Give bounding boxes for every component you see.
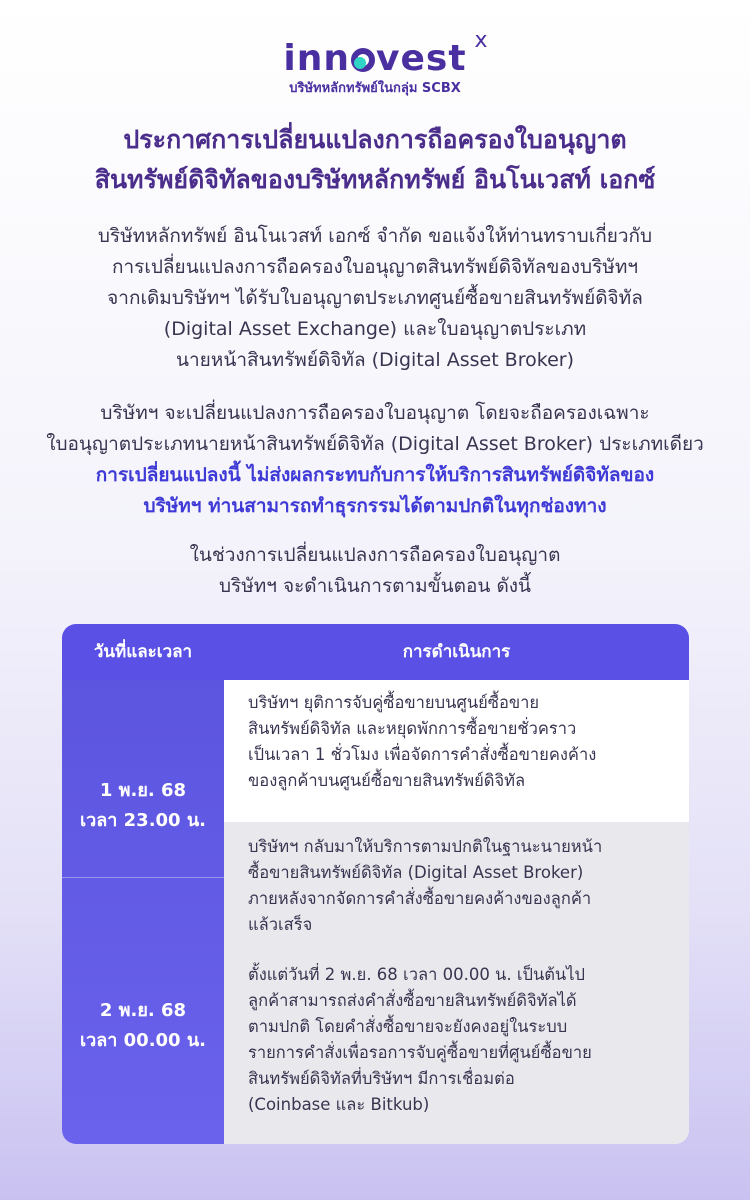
paragraph-line: นายหน้าสินทรัพย์ดิจิทัล (Digital Asset Broker)	[176, 349, 574, 371]
highlight-line: บริษัทฯ ท่านสามารถทำธุรกรรมได้ตามปกติในทุกช่องทาง	[143, 495, 607, 517]
schedule-table	[62, 624, 689, 1144]
date-line: 1 พ.ย. 68	[99, 780, 187, 801]
action-line: บริษัทฯ กลับมาให้บริการตามปกติในฐานะนายหน้า	[248, 837, 603, 856]
action-line: ตามปกติ โดยคำสั่งซื้อขายจะยังคงอยู่ในระบบ	[248, 1017, 568, 1036]
paragraph-line: (Digital Asset Exchange) และใบอนุญาตประเภท	[163, 318, 587, 340]
header-date-time: วันที่และเวลา	[93, 642, 193, 662]
wordmark-suffix: x	[474, 28, 489, 53]
action-line: ตั้งแต่วันที่ 2 พ.ย. 68 เวลา 00.00 น. เป็นต้นไป	[248, 965, 585, 984]
action-line: (Coinbase และ Bitkub)	[248, 1095, 430, 1114]
brand-wordmark	[283, 28, 489, 79]
header-action: การดำเนินการ	[402, 642, 511, 662]
row1-action-text	[248, 690, 678, 794]
paragraph-line: การเปลี่ยนแปลงการถือครองใบอนุญาตสินทรัพย์ดิจิทัลของบริษัทฯ	[111, 256, 639, 278]
action-line: บริษัทฯ ยุติการจับคู่ซื้อขายบนศูนย์ซื้อขาย	[248, 693, 540, 712]
action-line: สินทรัพย์ดิจิทัลที่บริษัทฯ มีการเชื่อมต่อ	[248, 1069, 515, 1088]
row2-action-text	[248, 834, 678, 938]
date-column	[62, 680, 224, 1144]
brand-logo	[0, 28, 750, 98]
paragraph-line: บริษัทฯ จะเปลี่ยนแปลงการถือครองใบอนุญาต โดยจะถือครองเฉพาะ	[100, 402, 650, 424]
table-header	[62, 624, 689, 680]
action-line: สินทรัพย์ดิจิทัล และหยุดพักการซื้อขายชั่วคราว	[248, 719, 577, 738]
wordmark-post: vest	[376, 38, 467, 79]
paragraph-line: บริษัทหลักทรัพย์ อินโนเวสท์ เอกซ์ จำกัด ขอแจ้งให้ท่านทราบเกี่ยวกับ	[97, 225, 653, 247]
highlight-line: การเปลี่ยนแปลงนี้ ไม่ส่งผลกระทบกับการให้บริการสินทรัพย์ดิจิทัลของ	[95, 464, 655, 486]
paragraph-line: ใบอนุญาตประเภทนายหน้าสินทรัพย์ดิจิทัล (Digital Asset Broker) ประเภทเดียว	[46, 433, 704, 455]
row1-date	[62, 776, 224, 836]
action-line: ของลูกค้าบนศูนย์ซื้อขายสินทรัพย์ดิจิทัล	[248, 771, 526, 790]
time-line: เวลา 23.00 น.	[79, 810, 206, 831]
paragraph-line: บริษัทฯ จะดำเนินการตามขั้นตอน ดังนี้	[218, 575, 532, 597]
action-line: รายการคำสั่งเพื่อรอการจับคู่ซื้อขายที่ศูนย์ซื้อขาย	[248, 1043, 592, 1062]
title-line: สินทรัพย์ดิจิทัลของบริษัทหลักทรัพย์ อินโนเวสท์ เอกซ์	[94, 165, 656, 194]
action-line: แล้วเสร็จ	[248, 915, 313, 934]
title-line: ประกาศการเปลี่ยนแปลงการถือครองใบอนุญาต	[123, 125, 627, 154]
action-line: ซื้อขายสินทรัพย์ดิจิทัล (Digital Asset Broker)	[248, 863, 584, 882]
logo-circle-icon	[351, 48, 375, 72]
date-line: 2 พ.ย. 68	[99, 1000, 187, 1021]
row1-action-cell	[224, 680, 689, 822]
row2-date	[62, 996, 224, 1056]
steps-intro-paragraph	[0, 540, 750, 602]
brand-subtitle: บริษัทหลักทรัพย์ในกลุ่ม SCBX	[289, 81, 461, 96]
license-change-paragraph	[0, 398, 750, 522]
action-line: ลูกค้าสามารถส่งคำสั่งซื้อขายสินทรัพย์ดิจิทัลได้	[248, 991, 577, 1010]
row-divider	[62, 877, 224, 878]
action-line: ภายหลังจากจัดการคำสั่งซื้อขายคงค้างของลูกค้า	[248, 889, 592, 908]
row2-action-text-2	[248, 962, 678, 1118]
action-line: เป็นเวลา 1 ชั่วโมง เพื่อจัดการคำสั่งซื้อขายคงค้าง	[248, 745, 597, 764]
intro-paragraph	[0, 221, 750, 376]
wordmark-pre: inn	[283, 38, 351, 79]
paragraph-line: จากเดิมบริษัทฯ ได้รับใบอนุญาตประเภทศูนย์ซื้อขายสินทรัพย์ดิจิทัล	[107, 287, 643, 309]
row2-action-cell	[224, 822, 689, 1144]
announcement-title	[0, 120, 750, 200]
paragraph-line: ในช่วงการเปลี่ยนแปลงการถือครองใบอนุญาต	[189, 544, 561, 566]
time-line: เวลา 00.00 น.	[79, 1030, 206, 1051]
